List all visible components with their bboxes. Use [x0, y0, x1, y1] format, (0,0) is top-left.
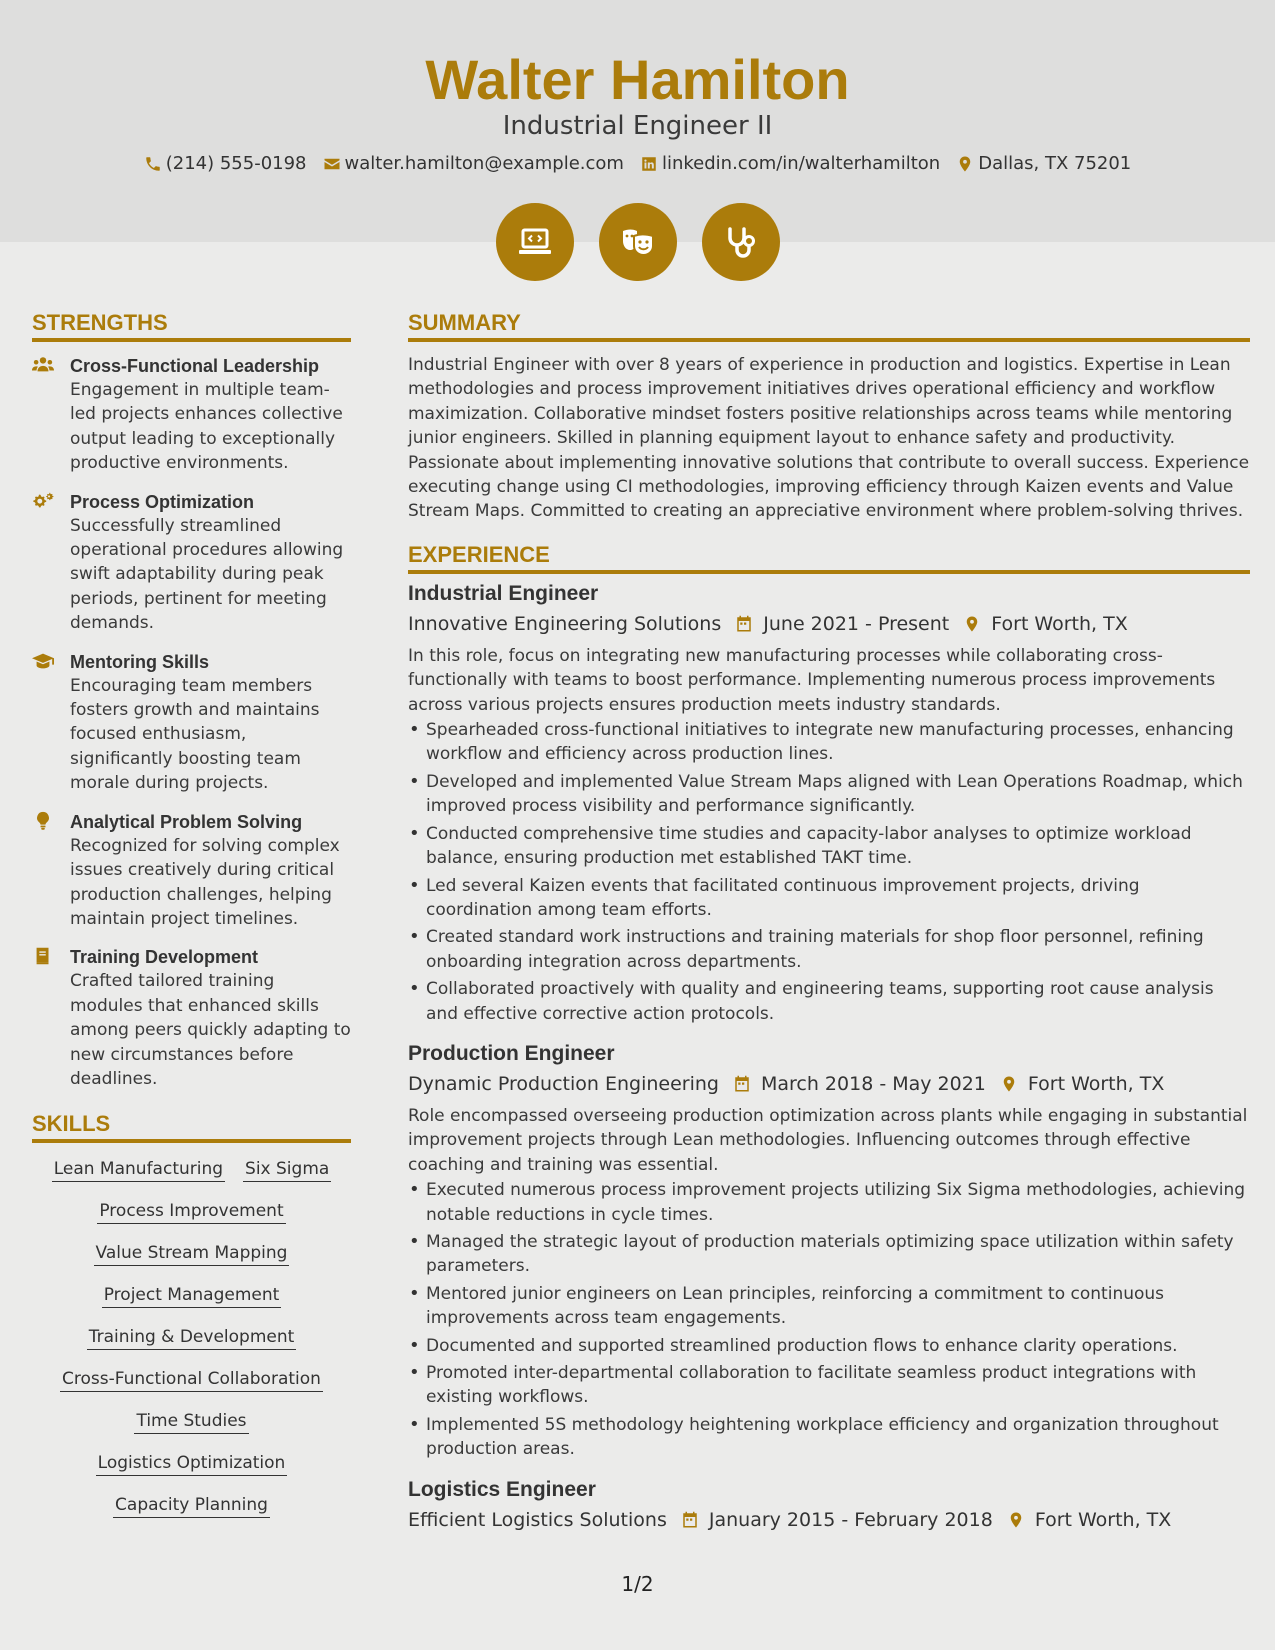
bullet-item: • Implemented 5S methodology heightening workplace efficiency and organization throughout production areas. — [408, 1413, 1250, 1462]
gears-icon — [32, 491, 54, 511]
skill-tag: Logistics Optimization — [96, 1451, 288, 1476]
lightbulb-icon — [32, 811, 54, 831]
job-dates: June 2021 - Present — [763, 612, 950, 635]
linkedin-icon — [640, 155, 658, 173]
job-company: Efficient Logistics Solutions — [408, 1508, 667, 1531]
calendar-icon — [733, 1075, 751, 1093]
map-pin-icon — [1007, 1511, 1025, 1529]
envelope-icon — [323, 155, 341, 173]
users-icon — [32, 355, 54, 375]
bullet-item: • Developed and implemented Value Stream Maps aligned with Lean Operations Roadmap, which improved process visibility and performance significantly. — [408, 770, 1250, 819]
interest-circle-medicine — [702, 203, 780, 281]
experience-heading: EXPERIENCE — [408, 540, 1250, 574]
strength-item — [32, 945, 351, 1091]
map-pin-icon — [1000, 1075, 1018, 1093]
calendar-icon — [735, 615, 753, 633]
stethoscope-icon — [721, 222, 761, 262]
skills-list — [32, 1157, 351, 1518]
interest-icons — [0, 203, 1275, 281]
job-meta — [408, 608, 1250, 640]
laptop-code-icon — [515, 222, 555, 262]
job-location: Fort Worth, TX — [1027, 1072, 1165, 1095]
left-column — [32, 308, 351, 1518]
bullet-item: • Managed the strategic layout of production materials optimizing space utilization within safety parameters. — [408, 1230, 1250, 1279]
job-bullets — [408, 718, 1250, 1026]
skill-tag: Six Sigma — [243, 1157, 331, 1182]
job-title: Production Engineer — [408, 1041, 615, 1065]
strength-item — [32, 354, 351, 476]
bullet-item: • Executed numerous process improvement projects utilizing Six Sigma methodologies, achieving notable reductions in cycle times. — [408, 1178, 1250, 1227]
bullet-item: • Promoted inter-departmental collaboration to facilitate seamless product integrations with existing workflows. — [408, 1361, 1250, 1410]
candidate-role: Industrial Engineer II — [502, 111, 773, 141]
contact-bar — [0, 151, 1275, 177]
bullet-item: • Collaborated proactively with quality and engineering teams, supporting root cause analysis and effective corrective action protocols. — [408, 977, 1250, 1026]
job-location: Fort Worth, TX — [991, 612, 1128, 635]
strength-title: Training Development — [70, 947, 259, 968]
skill-tag: Time Studies — [134, 1409, 248, 1434]
book-icon — [32, 946, 54, 966]
email-text: walter.hamilton@example.com — [344, 153, 624, 174]
map-pin-icon — [963, 615, 981, 633]
strength-desc: Engagement in multiple team-led projects enhances collective output leading to exceptionally productive environments. — [70, 380, 343, 474]
job-description: In this role, focus on integrating new manufacturing processes while collaborating cross-functionally with teams to boost performance. Implementing numerous process improvements across various projects ensures production meets industry standards. — [408, 645, 1216, 715]
linkedin-text: linkedin.com/in/walterhamilton — [661, 153, 941, 174]
contact-location — [956, 151, 1131, 177]
strength-item — [32, 490, 351, 636]
right-column — [408, 308, 1250, 1550]
contact-email[interactable] — [323, 151, 624, 177]
job-company: Innovative Engineering Solutions — [408, 612, 722, 635]
candidate-name: Walter Hamilton — [425, 48, 850, 111]
strengths-heading: STRENGTHS — [32, 308, 351, 342]
job-description: Role encompassed overseeing production optimization across plants while engaging in substantial improvement projects through Lean methodologies. Influencing outcomes through effective coaching and training was essential. — [408, 1105, 1248, 1175]
location-text: Dallas, TX 75201 — [978, 153, 1132, 174]
job-dates: January 2015 - February 2018 — [708, 1508, 993, 1531]
summary-heading: SUMMARY — [408, 308, 1250, 342]
strength-title: Mentoring Skills — [70, 651, 210, 672]
strength-desc: Encouraging team members fosters growth and maintains focused enthusiasm, significantly boosting team morale during projects. — [70, 675, 320, 794]
phone-icon — [144, 155, 162, 173]
strength-title: Cross-Functional Leadership — [70, 356, 320, 376]
bullet-item: • Spearheaded cross-functional initiatives to integrate new manufacturing processes, enhancing workflow and efficiency across production lines. — [408, 718, 1250, 767]
strength-title: Analytical Problem Solving — [70, 811, 303, 832]
strength-desc: Recognized for solving complex issues creatively during critical production challenges, helping maintain project timelines. — [70, 835, 340, 929]
strength-desc: Crafted tailored training modules that enhanced skills among peers quickly adapting to new circumstances before deadlines. — [70, 971, 351, 1089]
strength-desc: Successfully streamlined operational procedures allowing swift adaptability during peak periods, pertinent for meeting demands. — [70, 515, 344, 634]
skill-tag: Process Improvement — [97, 1199, 285, 1224]
map-pin-icon — [956, 155, 974, 173]
bullet-item: • Mentored junior engineers on Lean principles, reinforcing a commitment to continuous improvements across team engagements. — [408, 1282, 1250, 1331]
interest-circle-theater — [599, 203, 677, 281]
strength-item — [32, 650, 351, 796]
job-entry — [408, 1040, 1250, 1462]
bullet-item: • Created standard work instructions and training materials for shop floor personnel, refining onboarding integration across departments. — [408, 925, 1250, 974]
bullet-item: • Led several Kaizen events that facilitated continuous improvement projects, driving coordination among team efforts. — [408, 874, 1250, 923]
contact-phone[interactable] — [144, 151, 307, 177]
job-title: Industrial Engineer — [408, 581, 599, 605]
job-company: Dynamic Production Engineering — [408, 1072, 719, 1095]
job-meta — [408, 1504, 1250, 1536]
strength-item — [32, 810, 351, 932]
skill-tag: Capacity Planning — [113, 1493, 270, 1518]
skill-tag: Training & Development — [87, 1325, 297, 1350]
theater-masks-icon — [618, 222, 658, 262]
bullet-item: • Documented and supported streamlined production flows to enhance clarity operations. — [408, 1334, 1250, 1358]
job-meta — [408, 1068, 1250, 1100]
job-location: Fort Worth, TX — [1034, 1508, 1172, 1531]
skill-tag: Project Management — [102, 1283, 282, 1308]
skills-heading: SKILLS — [32, 1109, 351, 1143]
summary-text: Industrial Engineer with over 8 years of experience in production and logistics. Expertise in Lean methodologies and process improvement initiatives drives operational efficiency and workflow maximization. Collaborative mindset fosters positive relationships across teams while mentoring junior engineers. Skilled in planning equipment layout to enhance safety and productivity. Passionate about implementing innovative solutions that contribute to overall success. Experience executing change using CI methodologies, improving efficiency through Kaizen events and Value Stream Maps. Committed to creating an appreciative environment where problem-solving thrives. — [408, 355, 1250, 522]
graduation-cap-icon — [32, 651, 54, 671]
contact-linkedin[interactable] — [640, 151, 940, 177]
skill-tag: Cross-Functional Collaboration — [60, 1367, 323, 1392]
skill-tag: Value Stream Mapping — [94, 1241, 290, 1266]
skill-tag: Lean Manufacturing — [52, 1157, 225, 1182]
interest-circle-coding — [496, 203, 574, 281]
strength-title: Process Optimization — [70, 491, 255, 512]
job-bullets — [408, 1178, 1250, 1461]
job-title: Logistics Engineer — [408, 1477, 596, 1501]
calendar-icon — [681, 1511, 699, 1529]
bullet-item: • Conducted comprehensive time studies and capacity-labor analyses to optimize workload balance, ensuring production met established TAKT time. — [408, 822, 1250, 871]
job-entry — [408, 1476, 1250, 1536]
job-dates: March 2018 - May 2021 — [760, 1072, 986, 1095]
page-number: 1/2 — [621, 1572, 654, 1596]
job-entry — [408, 580, 1250, 1026]
phone-text: (214) 555-0198 — [165, 153, 307, 174]
